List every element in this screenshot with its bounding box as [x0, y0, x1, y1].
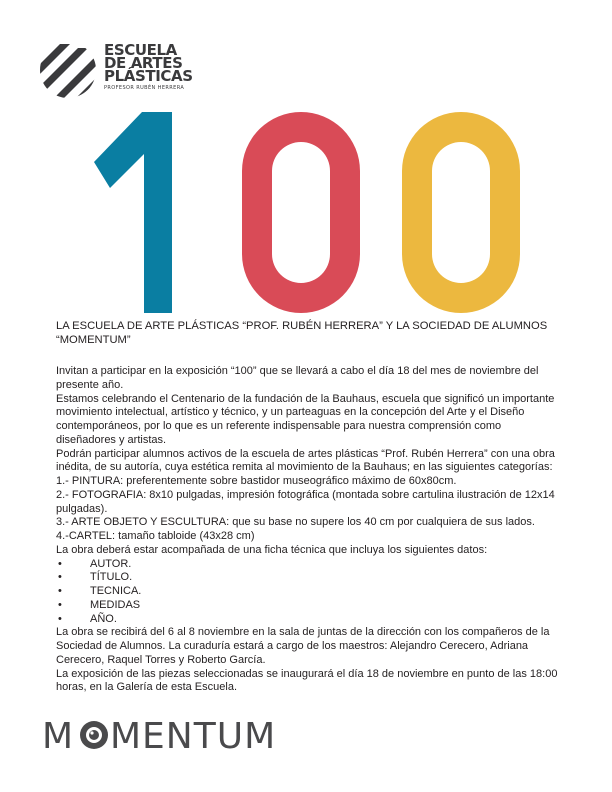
category-poster: 4.-CARTEL: tamaño tabloide (43x28 cm) [56, 530, 255, 542]
headline-100 [80, 110, 540, 315]
bullet-icon: • [58, 571, 62, 584]
logo-line-3: PLÁSTICAS [104, 67, 193, 85]
logo-subtitle: PROFESOR RUBÉN HERRERA [104, 85, 185, 91]
logo-line-1: ESCUELA [104, 41, 177, 59]
paragraph-inauguration: La exposición de las piezas seleccionadas se inaugurará el día 18 de noviembre en punto de las 18:00 horas, en la Galería de esta Escuela. [56, 667, 558, 694]
digit-one [94, 112, 172, 313]
ficha-item: TÍTULO. [90, 571, 133, 584]
bullet-icon: • [58, 598, 62, 611]
ficha-item: TECNICA. [90, 585, 142, 597]
ficha-list [56, 558, 558, 627]
logo-line-2: DE ARTES [104, 54, 183, 72]
list-item [56, 599, 558, 613]
intro-heading: LA ESCUELA DE ARTE PLÁSTICAS “PROF. RUBÉN HERRERA” Y LA SOCIEDAD DE ALUMNOS “MOMENTUM” [56, 320, 548, 346]
school-logo-mark [38, 40, 102, 104]
momentum-wordmark [42, 712, 282, 756]
paragraph-invitation: Invitan a participar en la exposición “100” que se llevará a cabo el día 18 del mes de noviembre del presente año. [56, 365, 539, 391]
list-item [56, 585, 558, 599]
category-sculpture: 3.- ARTE OBJETO Y ESCULTURA: que su base no supere los 40 cm por cualquiera de sus lados. [56, 516, 535, 529]
camera-lens-icon [80, 721, 108, 749]
bullet-icon: • [58, 557, 62, 570]
list-item [56, 571, 558, 585]
paragraph-reception: La obra se recibirá del 6 al 8 noviembre en la sala de juntas de la dirección con los compañeros de la Sociedad de Alumnos. La curaduría estará a cargo de los maestros: Alejandro Cerecero, Adriana Cerecero, Raquel Torres y Roberto García. [56, 626, 550, 666]
body-text [56, 365, 558, 695]
digit-zero-second [402, 112, 520, 313]
list-item [56, 613, 558, 627]
brand-end: MENTUM [110, 716, 277, 756]
momentum-logo [42, 712, 282, 756]
ficha-item: AÑO. [90, 612, 117, 625]
ficha-item: MEDIDAS [90, 598, 141, 611]
ficha-item: AUTOR. [90, 557, 132, 570]
digit-zero-first [242, 112, 360, 313]
bullet-icon: • [58, 612, 62, 625]
bullet-icon: • [58, 585, 62, 597]
ficha-intro: La obra deberá estar acompañada de una ficha técnica que incluya los siguientes datos: [56, 543, 488, 556]
paragraph-bauhaus: Estamos celebrando el Centenario de la fundación de la Bauhaus, escuela que significó un importante movimiento intelectual, artístico y técnico, y un parteaguas en la concepción del Arte y el Diseño contemporáneos, por lo que es un referente indispensable para nuestra comprensión como diseñadores y artistas. [56, 392, 555, 446]
school-logo [38, 40, 218, 110]
paragraph-participation: Podrán participar alumnos activos de la escuela de artes plásticas “Prof. Rubén Herrera” con una obra inédita, de su autoría, cuya estética remita al movimiento de la Bauhaus; en las siguientes categorías: [56, 447, 555, 474]
brand-start: M [42, 716, 75, 756]
list-item [56, 558, 558, 572]
school-logo-text [104, 41, 193, 91]
category-painting: 1.- PINTURA: preferentemente sobre bastidor museográfico máximo de 60x80cm. [56, 475, 457, 487]
category-photography: 2.- FOTOGRAFIA: 8x10 pulgadas, impresión fotográfica (montada sobre cartulina ilustración de 12x14 pulgadas). [56, 488, 555, 515]
